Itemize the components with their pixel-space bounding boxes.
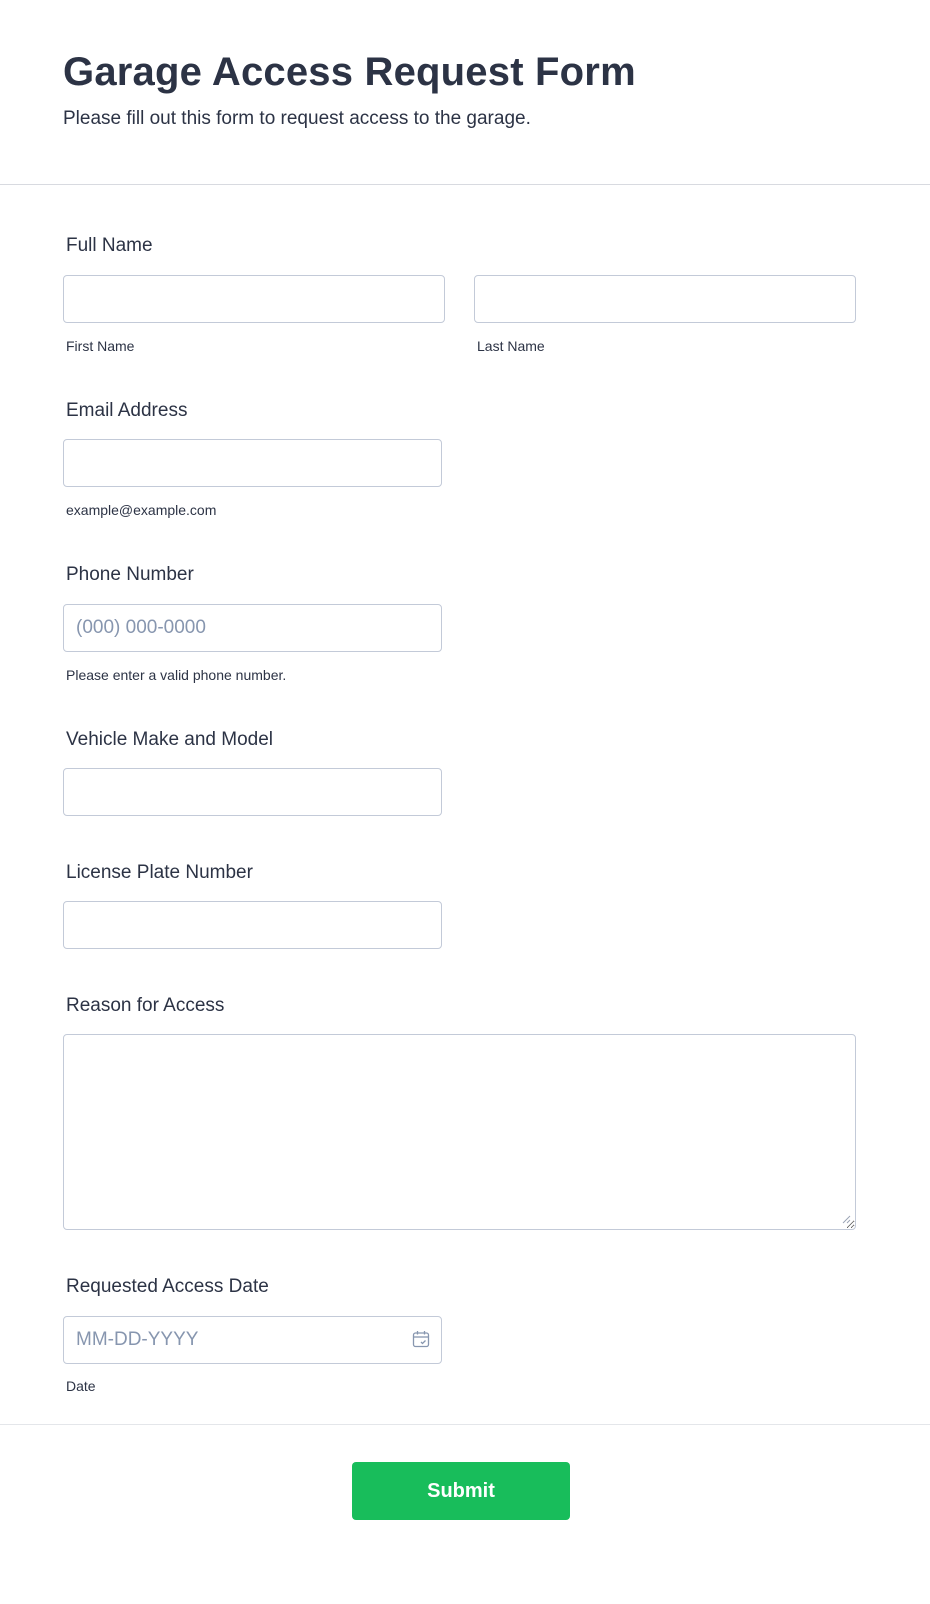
date-sublabel: Date (66, 1378, 96, 1394)
date-input[interactable] (63, 1316, 442, 1364)
email-field[interactable] (63, 439, 442, 487)
resize-grip-icon[interactable] (841, 1214, 851, 1224)
calendar-icon[interactable] (412, 1330, 430, 1348)
date-picker (63, 1316, 442, 1364)
footer-divider (0, 1424, 930, 1425)
first-name-sublabel: First Name (66, 338, 135, 354)
full-name-label: Full Name (66, 235, 153, 256)
page-subtitle: Please fill out this form to request access to the garage. (63, 108, 531, 129)
form-header (0, 0, 930, 185)
vehicle-label: Vehicle Make and Model (66, 729, 274, 750)
license-plate-label: License Plate Number (66, 862, 253, 883)
last-name-input[interactable] (474, 275, 856, 323)
phone-label: Phone Number (66, 564, 194, 585)
submit-button[interactable]: Submit (352, 1462, 570, 1520)
first-name-input[interactable] (63, 275, 445, 323)
reason-label: Reason for Access (66, 995, 225, 1016)
date-label: Requested Access Date (66, 1276, 269, 1297)
email-sublabel: example@example.com (66, 502, 217, 518)
license-plate-input[interactable] (63, 901, 442, 949)
last-name-sublabel: Last Name (477, 338, 545, 354)
phone-input[interactable] (63, 604, 442, 652)
reason-textarea[interactable] (63, 1034, 856, 1230)
phone-sublabel: Please enter a valid phone number. (66, 667, 287, 683)
email-label: Email Address (66, 400, 188, 421)
vehicle-input[interactable] (63, 768, 442, 816)
page-title: Garage Access Request Form (63, 50, 636, 94)
